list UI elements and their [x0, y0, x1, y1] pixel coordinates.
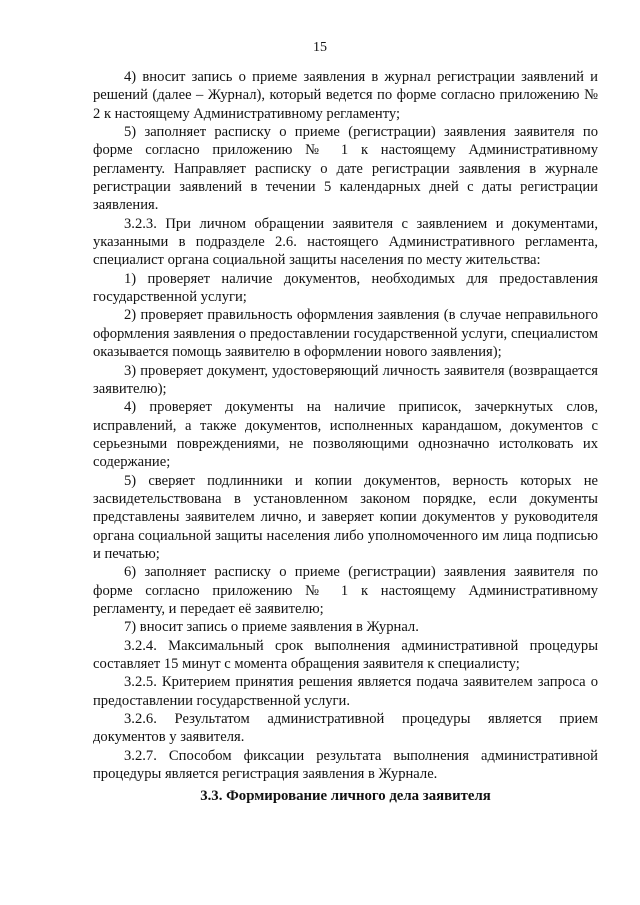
paragraph-item-4: 4) вносит запись о приеме заявления в журнал регистрации заявлений и решений (далее – Журнал), который ведется по форме согласно приложению № 2 к настоящему Административному регламенту; — [93, 69, 598, 122]
paragraph-check-5: 5) сверяет подлинники и копии документов, верность которых не засвидетельствована в установленном законом порядке, если документы представлены заявителем лично, и заверяет копии документов у руководителя органа социальной защиты населения либо уполномоченного им лица подписью и печатью; — [93, 472, 598, 562]
body-text — [93, 68, 598, 783]
paragraph-3-2-3: 3.2.3. При личном обращении заявителя с заявлением и документами, указанными в подразделе 2.6. настоящего Административного регламента, специалист органа социальной защиты населения по месту жительства: — [93, 215, 598, 269]
paragraph-3-2-7: 3.2.7. Способом фиксации результата выполнения административной процедуры является регистрация заявления в Журнале. — [93, 747, 598, 783]
paragraph-item-5: 5) заполняет расписку о приеме (регистрации) заявления заявителя по форме согласно приложению № 1 к настоящему Административному регламенту. Направляет расписку о дате регистрации заявления в журнале регистрации заявлений в течении 5 календарных дней с даты регистрации заявления. — [93, 124, 598, 214]
paragraph-3-2-5: 3.2.5. Критерием принятия решения является подача заявителем запроса о предоставлении государственной услуги. — [93, 674, 598, 709]
paragraph-check-7: 7) вносит запись о приеме заявления в Журнал. — [124, 619, 419, 636]
paragraph-3-2-6: 3.2.6. Результатом административной процедуры является прием документов у заявителя. — [93, 711, 598, 746]
paragraph-check-6: 6) заполняет расписку о приеме (регистрации) заявления заявителя по форме согласно приложению № 1 к настоящему Административному регламенту, и передает её заявителю; — [93, 564, 598, 617]
paragraph-check-2: 2) проверяет правильность оформления заявления (в случае неправильного оформления заявления о предоставлении государственной услуги, специалистом оказывается помощь заявителю в оформлении нового заявления); — [93, 307, 598, 361]
paragraph-check-1: 1) проверяет наличие документов, необходимых для предоставления государственной услуги; — [93, 270, 598, 306]
page-number: 15 — [313, 40, 327, 55]
section-heading: 3.3. Формирование личного дела заявителя — [200, 788, 491, 804]
paragraph-3-2-4: 3.2.4. Максимальный срок выполнения административной процедуры составляет 15 минут с момента обращения заявителя к специалисту; — [93, 637, 598, 672]
paragraph-check-4: 4) проверяет документы на наличие приписок, зачеркнутых слов, исправлений, а также документов, исполненных карандашом, документов с серьезными повреждениями, не позволяющими однозначно истолковать их содержание; — [93, 399, 598, 471]
paragraph-check-3: 3) проверяет документ, удостоверяющий личность заявителя (возвращается заявителю); — [93, 362, 598, 397]
